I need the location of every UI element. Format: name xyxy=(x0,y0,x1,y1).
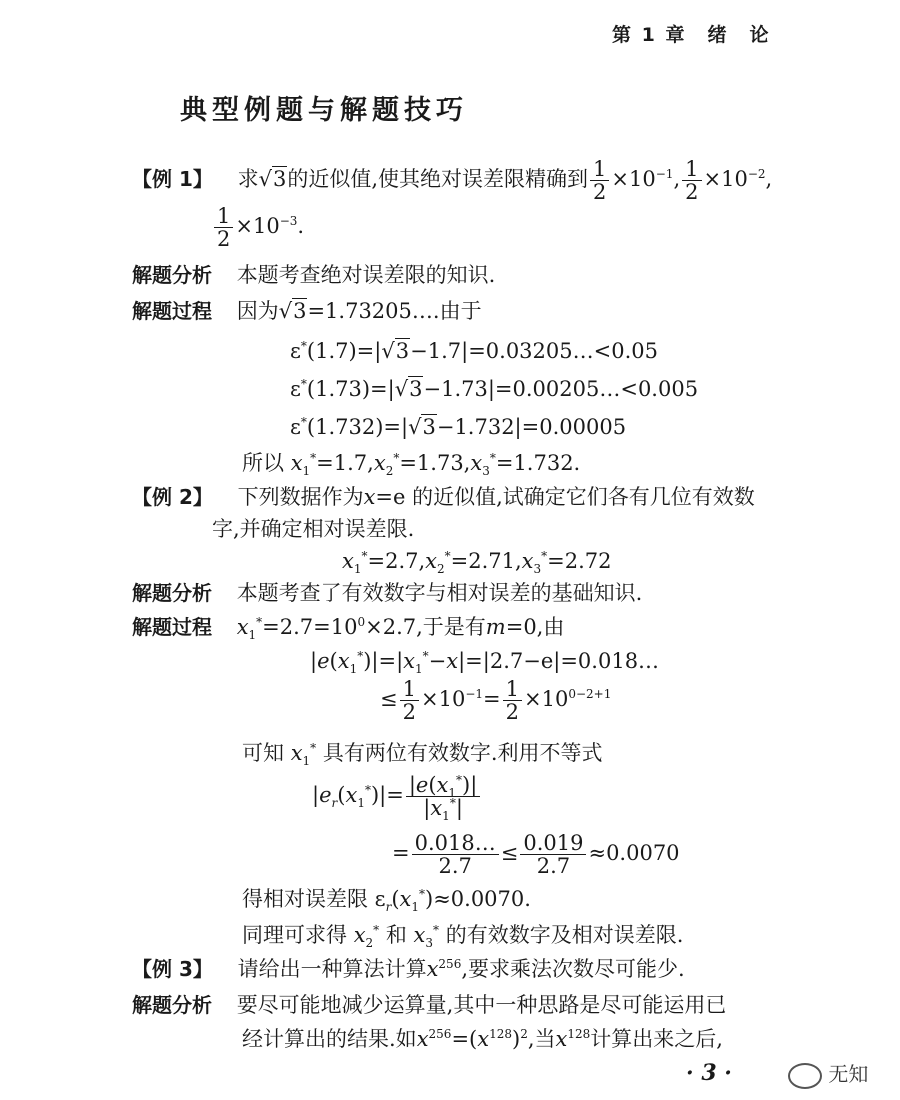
process-label: 解题过程 xyxy=(132,615,212,639)
eq-text: −1.732|=0.00005 xyxy=(436,415,627,439)
var-x: x xyxy=(345,783,358,807)
exponent: 128 xyxy=(567,1027,591,1041)
times-ten: ×10 xyxy=(524,687,569,711)
approx-line xyxy=(392,832,680,877)
example-2-label: 【例 2】 xyxy=(132,485,213,509)
example-1-question xyxy=(132,158,772,203)
var-m: m xyxy=(485,615,506,639)
text: 同理可求得 xyxy=(242,923,347,947)
process-text: =1.73205….由于 xyxy=(307,299,482,323)
sqrt-symbol: √ xyxy=(278,299,293,323)
q-text: 求 xyxy=(237,167,259,191)
star: * xyxy=(361,549,368,563)
example-1-label: 【例 1】 xyxy=(132,167,213,191)
epsilon: ε xyxy=(290,415,301,439)
eq-text: =2.7=10 xyxy=(262,615,358,639)
analysis-text: 本题考查了有效数字与相对误差的基础知识. xyxy=(236,581,643,605)
star: * xyxy=(419,887,425,901)
fraction-half: $\frac{1}{2}$ xyxy=(682,158,701,203)
sub: 2 xyxy=(365,936,374,951)
var-x: x xyxy=(425,549,437,573)
similar-line xyxy=(242,922,684,951)
text: 得相对误差限 ε xyxy=(242,887,386,911)
example-3-analysis-cont xyxy=(242,1026,723,1052)
sub: 3 xyxy=(482,464,490,479)
exponent: 256 xyxy=(428,1027,452,1041)
exponent: 128 xyxy=(489,1027,512,1041)
var-x: x xyxy=(399,887,412,911)
exponent: 0−2+1 xyxy=(568,687,612,701)
process-label: 解题过程 xyxy=(132,299,212,323)
var-x: x xyxy=(555,1027,568,1051)
epsilon: ε xyxy=(290,377,301,401)
sub: 1 xyxy=(415,662,423,677)
page-number: · 3 · xyxy=(686,1060,732,1086)
error-line-2 xyxy=(290,376,698,402)
exponent: 0 xyxy=(357,615,366,629)
eq-text: (1.7)=| xyxy=(306,339,382,363)
exponent: −3 xyxy=(279,214,298,228)
star: * xyxy=(444,549,451,563)
var-x: x xyxy=(446,649,459,673)
var-x: x xyxy=(521,549,534,573)
text: 具有两位有效数字.利用不等式 xyxy=(322,741,603,765)
bound-line xyxy=(380,678,611,723)
section-title: 典型例题与解题技巧 xyxy=(180,95,468,126)
var-x: x xyxy=(416,1027,429,1051)
analysis-label: 解题分析 xyxy=(132,581,212,605)
q-text: 的近似值,使其绝对误差限精确到 xyxy=(287,167,589,191)
eq-text: )|=| xyxy=(363,649,404,673)
wechat-icon xyxy=(788,1063,822,1089)
sqrt-symbol: √ xyxy=(381,339,395,363)
chapter-header: 第 1 章 绪 论 xyxy=(612,24,771,46)
sub: 1 xyxy=(349,662,358,677)
sqrt-3: 3 xyxy=(293,299,307,323)
sub: 1 xyxy=(302,754,311,769)
fraction-1: $\frac{0.018\dots}{2.7}$ xyxy=(412,832,499,877)
result-line: 得相对误差限 $\varepsilon_r(x_1^*)\approx 0.0070$. xyxy=(242,887,531,915)
example-2-process xyxy=(132,614,565,643)
star: * xyxy=(541,549,548,563)
sqrt-symbol: √ xyxy=(394,377,409,401)
star: * xyxy=(310,451,317,465)
var-e: e xyxy=(317,649,330,673)
fraction-half: $\frac{1}{2}$ xyxy=(590,158,609,203)
period: . xyxy=(297,214,305,238)
minus: − xyxy=(428,649,447,673)
eq-text: −1.73|=0.00205…<0.005 xyxy=(423,377,699,401)
comma: , xyxy=(673,167,681,191)
eq-text: |=|2.7−e|=0.018… xyxy=(458,649,660,673)
value: =2.72 xyxy=(547,549,612,573)
approx-value: ≈0.0070 xyxy=(588,841,680,865)
text: 的有效数字及相对误差限. xyxy=(445,923,684,947)
sub: 3 xyxy=(533,562,542,577)
text: 可知 xyxy=(242,741,284,765)
sub: 1 xyxy=(302,464,311,479)
example-2-question xyxy=(132,484,755,510)
relative-error-line: $|e_r(x_1^*)|=$ $\frac{|e(x_1^*)|}{|x_1^*|}$ xyxy=(312,774,482,819)
example-3-question xyxy=(132,956,685,982)
sqrt-3: 3 xyxy=(409,377,423,401)
times-ten: ×10 xyxy=(420,687,466,711)
star: * xyxy=(300,415,307,429)
sqrt-3: 3 xyxy=(422,415,436,439)
exponent: −1 xyxy=(465,687,484,701)
example-2-question-cont: 字,并确定相对误差限. xyxy=(212,517,415,541)
sub: 1 xyxy=(353,562,362,577)
times-ten: ×10 xyxy=(235,214,280,238)
comma: , xyxy=(765,167,773,191)
exponent: 2 xyxy=(520,1027,528,1041)
text: =( xyxy=(451,1027,478,1051)
var-x: x xyxy=(353,923,366,947)
q-text: =e 的近似值,试确定它们各有几位有效数 xyxy=(375,485,755,509)
exponent: −1 xyxy=(655,167,674,181)
le-sign: ≤ xyxy=(500,841,519,865)
eq-text: )|= xyxy=(370,783,404,807)
eq-text: (1.732)=| xyxy=(306,415,409,439)
sub-r: r xyxy=(331,796,338,811)
var-x: x xyxy=(477,1027,490,1051)
process-text: 因为 xyxy=(236,299,279,323)
example-3-analysis xyxy=(132,992,726,1018)
analysis-text: 要尽可能地减少运算量,其中一种思路是尽可能运用已 xyxy=(236,993,727,1017)
value: =1.732. xyxy=(495,451,581,475)
bar: | xyxy=(312,783,320,807)
var-x: x xyxy=(337,649,350,673)
analysis-text: 本题考查绝对误差限的知识. xyxy=(236,263,496,287)
concl-text: 所以 xyxy=(242,451,284,475)
sub: 2 xyxy=(437,562,445,577)
example-2-analysis xyxy=(132,580,642,606)
text: 计算出来之后, xyxy=(590,1027,723,1051)
star: * xyxy=(300,339,307,353)
sub: 3 xyxy=(425,936,434,951)
fraction-half: $\frac{1}{2}$ xyxy=(503,678,522,723)
var-x: x xyxy=(363,485,376,509)
text: ,当 xyxy=(527,1027,556,1051)
star: * xyxy=(373,923,380,937)
var-e: e xyxy=(319,783,332,807)
var-x: x xyxy=(426,957,439,981)
example-1-conclusion xyxy=(242,450,581,479)
q-text: 请给出一种算法计算 xyxy=(237,957,427,981)
text: 和 xyxy=(385,923,407,947)
example-1-analysis xyxy=(132,262,495,288)
star: * xyxy=(489,451,496,465)
sqrt-symbol: √ xyxy=(408,415,422,439)
example-3-label: 【例 3】 xyxy=(132,957,213,981)
fraction-rel: $\frac{|e(x_1^*)|}{|x_1^*|}$ xyxy=(406,774,480,819)
text: )≈0.0070. xyxy=(425,887,531,911)
text: 经计算出的结果.如 xyxy=(242,1027,417,1051)
star: * xyxy=(393,451,400,465)
sig-digits-line xyxy=(242,740,603,769)
eq-text: (1.73)=| xyxy=(306,377,395,401)
eq-sign: = xyxy=(392,841,410,865)
sqrt-symbol: √ xyxy=(258,167,272,191)
fraction-2: $\frac{0.019}{2.7}$ xyxy=(520,832,586,877)
var-x: x xyxy=(373,451,386,475)
times-ten: ×10 xyxy=(703,167,748,191)
q-text: ,要求乘法次数尽可能少. xyxy=(461,957,685,981)
analysis-label: 解题分析 xyxy=(132,263,212,287)
watermark-text: 无知 xyxy=(828,1062,869,1086)
sub-r: r xyxy=(385,900,392,915)
watermark xyxy=(788,1058,868,1089)
value: =1.73, xyxy=(399,451,471,475)
var-x: x xyxy=(413,923,426,947)
value: =2.71, xyxy=(450,549,522,573)
var-x: x xyxy=(403,649,415,673)
q-text: 下列数据作为 xyxy=(237,485,364,509)
star: * xyxy=(256,615,263,629)
fraction-half: $\frac{1}{2}$ xyxy=(400,678,419,723)
sub: 1 xyxy=(411,900,419,915)
eq-text: =0,由 xyxy=(505,615,565,639)
abs-error-line: $|e(x_1^*)|=|x_1^*-x|=|2.7-e|=0.018\dots$ xyxy=(310,649,660,677)
example-1-process xyxy=(132,298,482,324)
star: * xyxy=(364,783,371,797)
value: =1.7, xyxy=(316,451,374,475)
sqrt-3: 3 xyxy=(272,167,287,191)
sub: 1 xyxy=(357,796,365,811)
example-1-question-cont xyxy=(212,205,304,250)
var-x: x xyxy=(342,549,354,573)
error-line-1 xyxy=(290,338,658,364)
var-x: x xyxy=(236,615,249,639)
error-line-3 xyxy=(290,414,626,440)
star: * xyxy=(357,649,364,663)
exponent: 256 xyxy=(438,957,462,971)
fraction-half: $\frac{1}{2}$ xyxy=(214,205,233,250)
bar: | xyxy=(310,649,318,673)
eq-text: −1.7|=0.03205…<0.05 xyxy=(410,339,658,363)
exponent: −2 xyxy=(747,167,766,181)
eq-sign: = xyxy=(483,687,501,711)
times-ten: ×10 xyxy=(611,167,656,191)
example-2-values xyxy=(342,548,612,577)
value: =2.7, xyxy=(367,549,426,573)
var-x: x xyxy=(290,741,303,765)
star: * xyxy=(310,741,317,755)
text: ) xyxy=(511,1027,521,1051)
analysis-label: 解题分析 xyxy=(132,993,212,1017)
sub: 2 xyxy=(385,464,394,479)
le-sign: ≤ xyxy=(380,687,398,711)
var-x: x xyxy=(290,451,303,475)
star: * xyxy=(433,923,440,937)
star: * xyxy=(422,649,429,663)
star: * xyxy=(300,377,307,391)
eq-text: ×2.7,于是有 xyxy=(365,615,486,639)
sub: 1 xyxy=(248,628,257,643)
var-x: x xyxy=(470,451,483,475)
sqrt-3: 3 xyxy=(395,339,410,363)
epsilon: ε xyxy=(290,339,301,363)
